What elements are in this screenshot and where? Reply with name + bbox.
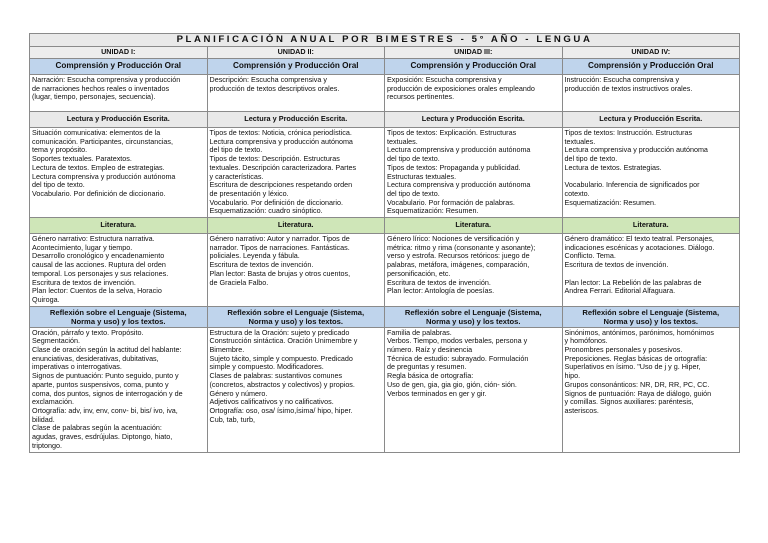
section-heading-literatura: Literatura.	[30, 218, 208, 234]
section-heading-reflexion: Reflexión sobre el Lenguaje (Sistema, Norma y uso) y los textos.	[385, 306, 563, 327]
content-line: producción de textos instructivos orales.	[564, 83, 693, 93]
content-cell	[562, 75, 740, 112]
content-line: Grupos consonánticos: NR, DR, RR, PC, CC.	[564, 379, 710, 389]
content-line: Clases de palabras: sustantivos comunes	[209, 371, 343, 381]
content-line: exclamación.	[32, 397, 74, 407]
content-cell	[385, 75, 563, 112]
content-cell	[207, 234, 385, 307]
content-line: producción de exposiciones orales empleando	[387, 83, 535, 93]
content-line: Familia de palabras.	[387, 327, 452, 337]
section-lectura-row	[30, 112, 740, 128]
content-line: Lectura comprensiva y producción autónoma	[564, 145, 708, 155]
content-line: Tipos de textos: Descripción. Estructuras	[209, 154, 340, 164]
content-line: Plan lector: La Rebelión de las palabras de	[564, 277, 702, 287]
content-line: Signos de puntuación: Punto seguido, punto y	[32, 371, 179, 381]
content-line: indicaciones escénicas y acotaciones. Diálogo.	[564, 242, 715, 252]
content-line: policiales. Leyenda y fábula.	[209, 251, 300, 261]
content-line: Situación comunicativa: elementos de la	[32, 128, 161, 137]
content-line: del tipo de texto.	[387, 188, 440, 198]
content-line: Escritura de descripciones respetando orden	[209, 180, 353, 190]
content-cell	[385, 327, 563, 452]
content-line: de preguntas y resumen.	[387, 362, 467, 372]
content-line: Desarrollo cronológico y encadenamiento	[32, 251, 165, 261]
content-line: imperativas o interrogativas.	[32, 362, 122, 372]
content-line: y homófonos.	[564, 336, 608, 346]
content-line: Plan lector: Cuentos de la selva, Horacio	[32, 286, 162, 296]
content-line: Esquematización: cuadro sinóptico.	[209, 206, 323, 216]
content-line: textuales.	[387, 136, 418, 146]
content-line: Verbos terminados en ger y gir.	[387, 388, 487, 398]
content-line: Esquematización: Resumen.	[387, 206, 479, 216]
content-line: tema y propósito.	[32, 145, 88, 155]
content-line: Soportes textuales. Paratextos.	[32, 154, 132, 164]
content-line: del tipo de texto.	[564, 154, 618, 164]
content-line: Escritura de textos de invención.	[564, 260, 669, 270]
section-heading-lectura: Lectura y Producción Escrita.	[207, 112, 385, 128]
content-line: Uso de gen, gia, gia gio, gión, ción- sión.	[387, 379, 517, 389]
content-line: Lectura comprensiva y producción autónoma	[209, 136, 353, 146]
section-heading-oral: Comprensión y Producción Oral	[207, 59, 385, 75]
content-line: Verbos. Tiempo, modos verbales, persona y	[387, 336, 528, 346]
content-line: Género narrativo: Estructura narrativa.	[32, 234, 155, 244]
content-line: Ortografía: oso, osa/ ísimo,ísima/ hipo, hiper.	[209, 405, 353, 415]
content-line: Superlativos en ísimo. "Uso de j y g. Hiper,	[564, 362, 701, 372]
content-line: Tipos de textos: Propaganda y publicidad.	[387, 162, 521, 172]
content-cell	[30, 75, 208, 112]
content-line: personificación, etc.	[387, 268, 451, 278]
content-line: Género y número.	[209, 388, 268, 398]
content-line: Lectura comprensiva y producción autónoma	[387, 180, 531, 190]
content-line: Vocabulario. Por definición de diccionario.	[209, 197, 343, 207]
content-line: Plan lector: Antología de poesías.	[387, 286, 495, 296]
content-line: Acontecimiento, lugar y tiempo.	[32, 242, 133, 252]
content-line: comunicación. Participantes, circunstancias,	[32, 136, 174, 146]
content-line: Segmentación.	[32, 336, 80, 346]
oral-content-row	[30, 75, 740, 112]
content-line: aparte, puntos suspensivos, coma, punto y	[32, 379, 169, 389]
content-line: (concretos, abstractos y colectivos) y propios.	[209, 379, 355, 389]
content-line: Tipos de textos: Explicación. Estructuras	[387, 128, 517, 137]
content-line: Quiroga.	[32, 294, 60, 304]
content-line: de narraciones hechos reales o inventados	[32, 83, 170, 93]
content-line: simple y compuesto. Modificadores.	[209, 362, 324, 372]
content-line: Escritura de textos de invención.	[32, 277, 136, 287]
content-line: textuales. Descripción caracterizadora. Partes	[209, 162, 357, 172]
content-line: Vocabulario. Inferencia de significados por	[564, 180, 700, 190]
content-cell	[562, 234, 740, 307]
content-cell	[562, 327, 740, 452]
content-line: Oración, párrafo y texto. Propósito.	[32, 327, 144, 337]
content-cell	[30, 327, 208, 452]
content-line: Ortografía: adv, inv, env, conv- bi, bis/ ivo, iva,	[32, 405, 178, 415]
section-heading-oral: Comprensión y Producción Oral	[562, 59, 740, 75]
content-line: agudas, graves, esdrújulas. Diptongo, hiato,	[32, 432, 173, 442]
content-line: Clase de oración según la actitud del hablante:	[32, 345, 182, 355]
content-line: (lugar, tiempo, personajes, secuencia).	[32, 92, 156, 102]
content-cell	[562, 128, 740, 218]
content-line: cotexto.	[564, 188, 590, 198]
section-oral-row	[30, 59, 740, 75]
content-line: hipo.	[564, 371, 581, 381]
content-cell	[207, 128, 385, 218]
content-line: asteriscos.	[564, 405, 599, 415]
content-line: Plan lector: Basta de brujas y otros cuentos,	[209, 268, 351, 278]
content-cell	[385, 234, 563, 307]
planning-table	[29, 33, 740, 453]
section-heading-reflexion: Reflexión sobre el Lenguaje (Sistema, Norma y uso) y los textos.	[562, 306, 740, 327]
content-line: Sinónimos, antónimos, parónimos, homónimos	[564, 327, 714, 337]
content-line: Sujeto tácito, simple y compuesto. Predicado	[209, 353, 353, 363]
content-line: Estructuras textuales.	[387, 171, 457, 181]
section-reflexion-row	[30, 306, 740, 327]
content-line: de presentación y léxico.	[209, 188, 289, 198]
content-cell	[207, 327, 385, 452]
content-line: Género narrativo: Autor y narrador. Tipos de	[209, 234, 350, 244]
content-line: textuales.	[564, 136, 596, 146]
reflexion-content-row	[30, 327, 740, 452]
content-line: Clase de palabras según la acentuación:	[32, 423, 162, 433]
units-row	[30, 47, 740, 59]
content-line: Pronombres personales y posesivos.	[564, 345, 683, 355]
content-line: del tipo de texto.	[209, 145, 263, 155]
content-line: Conflicto. Tema.	[564, 251, 616, 261]
content-cell	[30, 128, 208, 218]
content-line: Regla básica de ortografía:	[387, 371, 474, 381]
content-line: Exposición: Escucha comprensiva y	[387, 75, 502, 84]
content-line: Tipos de textos: Instrucción. Estructuras	[564, 128, 693, 137]
content-line: Adjetivos calificativos y no calificativos.	[209, 397, 334, 407]
content-line: temporal. Los personajes y sus relaciones.	[32, 268, 169, 278]
content-line: narrador. Tipos de narraciones. Fantásticas.	[209, 242, 350, 252]
section-heading-literatura: Literatura.	[562, 218, 740, 234]
content-line: causal de las acciones. Ruptura del orden	[32, 260, 166, 270]
content-line: recursos pertinentes.	[387, 92, 455, 102]
title-row	[30, 34, 740, 47]
content-cell	[385, 128, 563, 218]
content-line: bilidad.	[32, 414, 55, 424]
content-line: Esquematización: Resumen.	[564, 197, 656, 207]
content-line: Narración: Escucha comprensiva y producción	[32, 75, 181, 84]
section-heading-reflexion: Reflexión sobre el Lenguaje (Sistema, Norma y uso) y los textos.	[207, 306, 385, 327]
content-cell	[30, 234, 208, 307]
content-line: Lectura comprensiva y producción autónoma	[387, 145, 531, 155]
content-line: Signos de puntuación: Raya de diálogo, guión	[564, 388, 712, 398]
content-line: Técnica de estudio: subrayado. Formulación	[387, 353, 529, 363]
content-line: número. Raíz y desinencia	[387, 345, 473, 355]
content-line: Vocabulario. Por definición de diccionario.	[32, 188, 166, 198]
content-cell	[207, 75, 385, 112]
content-line: Vocabulario. Por formación de palabras.	[387, 197, 515, 207]
content-line: Preposiciones. Reglas básicas de ortografía:	[564, 353, 708, 363]
section-heading-oral: Comprensión y Producción Oral	[385, 59, 563, 75]
section-heading-literatura: Literatura.	[385, 218, 563, 234]
content-line: métrica: ritmo y rima (consonante y asonante);	[387, 242, 536, 252]
unit-3-header: UNIDAD III:	[385, 47, 563, 59]
unit-4-header: UNIDAD IV:	[562, 47, 740, 59]
content-line: Andrea Ferrari. Editorial Alfaguara.	[564, 286, 676, 296]
section-heading-lectura: Lectura y Producción Escrita.	[30, 112, 208, 128]
content-line: Bimembre.	[209, 345, 245, 355]
content-line: y características.	[209, 171, 264, 181]
unit-1-header: UNIDAD I:	[30, 47, 208, 59]
content-line: Construcción sintáctica. Oración Unimembre y	[209, 336, 358, 346]
content-line: Tipos de textos: Noticia, crónica periodística.	[209, 128, 352, 137]
section-heading-oral: Comprensión y Producción Oral	[30, 59, 208, 75]
page-title: PLANIFICACIÓN ANUAL POR BIMESTRES - 5° AÑO - LENGUA	[30, 34, 740, 47]
content-line: Lectura de textos. Empleo de estrategias.	[32, 162, 165, 172]
content-line: Lectura de textos. Estrategias.	[564, 162, 662, 172]
section-literatura-row	[30, 218, 740, 234]
content-line: del tipo de texto.	[32, 180, 85, 190]
lectura-content-row	[30, 128, 740, 218]
content-line: Género lírico: Nociones de versificación y	[387, 234, 520, 244]
section-heading-reflexion: Reflexión sobre el Lenguaje (Sistema, Norma y uso) y los textos.	[30, 306, 208, 327]
content-line: Estructura de la Oración: sujeto y predicado	[209, 327, 350, 337]
content-line: Descripción: Escucha comprensiva y	[209, 75, 327, 84]
content-line: coma, dos puntos, signos de interrogación y de	[32, 388, 183, 398]
content-line: del tipo de texto.	[387, 154, 440, 164]
content-line: Género dramático: El texto teatral. Personajes,	[564, 234, 714, 244]
content-line: producción de textos descriptivos orales.	[209, 83, 340, 93]
content-line: Cub, tab, turb,	[209, 414, 256, 424]
content-line: verso y estrofa. Recursos retóricos: juego de	[387, 251, 530, 261]
content-line: Escritura de textos de invención.	[209, 260, 314, 270]
section-heading-lectura: Lectura y Producción Escrita.	[385, 112, 563, 128]
content-line: Instrucción: Escucha comprensiva y	[564, 75, 680, 84]
content-line: y comillas. Signos auxiliares: paréntesis,	[564, 397, 694, 407]
content-line: de Graciela Falbo.	[209, 277, 269, 287]
section-heading-literatura: Literatura.	[207, 218, 385, 234]
content-line: Lectura comprensiva y producción autónoma	[32, 171, 176, 181]
literatura-content-row	[30, 234, 740, 307]
content-line: Escritura de textos de invención.	[387, 277, 491, 287]
content-line: palabras, metáfora, imágenes, comparación,	[387, 260, 530, 270]
content-line: triptongo.	[32, 440, 62, 450]
content-line: enunciativas, desiderativas, dubitativas,	[32, 353, 159, 363]
planning-sheet	[29, 33, 739, 453]
unit-2-header: UNIDAD II:	[207, 47, 385, 59]
section-heading-lectura: Lectura y Producción Escrita.	[562, 112, 740, 128]
